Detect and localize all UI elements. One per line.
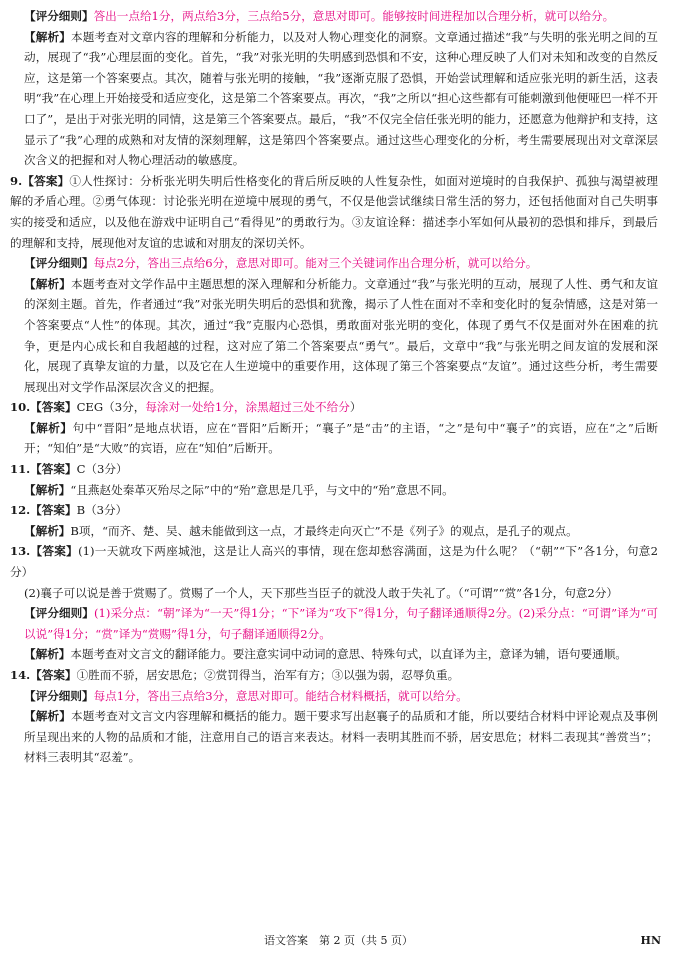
analysis-text: 本题考查对文言文的翻译能力。要注意实词中动词的意思、特殊句式，以直译为主，意译为辅，语句要通顺。 [70, 647, 627, 662]
answer-text: ①人性探讨：分析张光明失明后性格变化的背后所反映的人性复杂性，如面对逆境时的自我保护、孤独与渴望被理解的矛盾心理。②勇气体现：讨论张光明在逆境中展现的勇气，不仅是他尝试继续日常生活的努力，还包括他面对自己失明事实的接受和适应，以及他在游戏中证明自己“看得见”的勇敢行为。③友谊诠释：描述李小军如何从最初的恐惧和排斥，到最后的理解和支持，展现他对友谊的忠诚和对朋友的深切关怀。 [10, 173, 658, 250]
analysis-text: B项，“而齐、楚、吴、越未能做到这一点，才最终走向灭亡”不是《列子》的观点，是孔子的观点。 [70, 523, 578, 538]
question-number: 9. [10, 173, 23, 188]
analysis-8 [10, 27, 658, 171]
answer-14 [10, 665, 658, 686]
answer-tag: 【答案】 [30, 544, 79, 559]
question-number: 13. [10, 544, 31, 559]
analysis-text: 本题考查对文言文内容理解和概括的能力。题干要求写出赵襄子的品质和才能，所以要结合材料中评论观点及事例所呈现出来的人物的品质和才能，注意用自己的语言来表达。材料一表明其胜而不骄，居安思危；材料二表现其“善赏当”；材料三表明其“忍羞”。 [24, 709, 658, 765]
answer-text: B（3分） [76, 503, 128, 518]
analysis-tag: 【解析】 [24, 482, 71, 497]
answer-tag: 【答案】 [30, 503, 77, 518]
answer-text: ①胜而不骄，居安思危；②赏罚得当，治军有方；③以强为弱，忍辱负重。 [76, 668, 460, 682]
analysis-text: 本题考查对文学作品中主题思想的深入理解和分析能力。文章通过“我”与张光明的互动，展现了人性、勇气和友谊的深刻主题。首先，作者通过“我”对张光明失明后的恐惧和犹豫，揭示了人性在面对不幸和变化时的复杂情感，这是对第一个答案要点“人性”的体现。其次，通过“我”克服内心恐惧，勇敢面对张光明的变化，体现了勇气不仅是面对外在困难的抗争，更是内心成长和自我超越的过程，这对应了第二个答案要点“勇气”。最后，文章中“我”与张光明之间友谊的发展和深化，展现了真挚友谊的力量，以及它在人生逆境中的重要作用，这体现了第三个答案要点“友谊”。通过这些分析，考生需要展现出对文学作品深层次含义的把握。 [24, 276, 658, 394]
answer-text-tail: ） [349, 400, 362, 415]
analysis-14 [10, 706, 658, 768]
page-number-label: 语文答案 第 2 页（共 5 页） [264, 934, 413, 947]
scoring-criteria-14 [10, 686, 658, 707]
answer-tag: 【答案】 [30, 462, 77, 477]
answer-text: (1)一天就攻下两座城池，这是让人高兴的事情，现在您却愁容满面，这是为什么呢？（“朝”“下”各1分，句意2分） [10, 544, 658, 580]
question-number: 14. [10, 668, 31, 682]
analysis-text: 本题考查对文章内容的理解和分析能力，以及对人物心理变化的洞察。文章通过描述“我”与失明的张光明之间的互动，展现了“我”心理层面的变化。首先，“我”对张光明的失明感到恐惧和不安，这种心理反映了人们对未知和改变的自然反应，这是第一个答案要点。其次，随着与张光明的接触，“我”逐渐克服了恐惧，开始尝试理解和适应张光明的新生活，这表明“我”在心理上开始接受和适应变化，这是第二个答案要点。再次，“我”之所以“担心这些都有可能刺激到他便哑巴一样不开口了”，是出于对张光明的同情，这是第三个答案要点。最后，“我”不仅完全信任张光明的能力，还愿意为他辩护和支持，这显示了“我”心理的成熟和对友情的深刻理解，这是第四个答案要点。通过这些心理变化的分析，考生需要展现出对文章深层次含义的把握和对人物心理活动的敏感度。 [24, 29, 658, 168]
answer-text: CEG（3分， [76, 400, 146, 415]
scoring-criteria-9 [10, 253, 658, 274]
answer-scoring-note: 每涂对一处给1分，涂黑超过三处不给分 [145, 400, 350, 415]
question-number: 12. [10, 503, 31, 518]
analysis-12 [10, 521, 658, 542]
scoring-criteria-13 [10, 603, 658, 644]
answer-tag: 【答案】 [22, 173, 70, 188]
analysis-11 [10, 480, 658, 501]
analysis-9 [10, 274, 658, 398]
analysis-text: 句中“晋阳”是地点状语，应在“晋阳”后断开；“襄子”是“击”的主语，“之”是句中“襄子”的宾语，应在“之”后断开；“知伯”是“大败”的宾语，应在“知伯”后断开。 [24, 420, 658, 456]
analysis-13 [10, 644, 658, 665]
answer-10 [10, 397, 658, 418]
criteria-text: (1)采分点：“朝”译为“一天”得1分；“下”译为“攻下”得1分，句子翻译通顺得2分。(2)采分点：“可谓”译为“可以说”得1分；“赏”译为“赏赐”得1分，句子翻译通顺得2分。 [24, 606, 658, 641]
criteria-tag: 【评分细则】 [24, 9, 94, 23]
answer-text: (2)襄子可以说是善于赏赐了。赏赐了一个人，天下那些当臣子的就没人敢于失礼了。（“可谓”“赏”各1分，句意2分） [24, 585, 618, 600]
criteria-tag: 【评分细则】 [24, 688, 94, 703]
answer-11 [10, 459, 658, 480]
region-code: HN [640, 934, 661, 947]
criteria-tag: 【评分细则】 [24, 606, 94, 621]
answer-page [10, 6, 658, 768]
scoring-criteria-8 [10, 6, 658, 27]
criteria-text: 每点1分，答出三点给3分，意思对即可。能结合材料概括，就可以给分。 [93, 688, 468, 703]
criteria-text: 每点2分，答出三点给6分，意思对即可。能对三个关键词作出合理分析，就可以给分。 [93, 256, 538, 271]
analysis-text: “且燕赵处秦革灭殆尽之际”中的“殆”意思是几乎，与文中的“殆”意思不同。 [70, 482, 454, 497]
analysis-tag: 【解析】 [24, 420, 73, 435]
analysis-tag: 【解析】 [24, 276, 71, 291]
analysis-10 [10, 418, 658, 459]
criteria-tag: 【评分细则】 [24, 256, 94, 271]
analysis-tag: 【解析】 [24, 29, 71, 44]
answer-text: C（3分） [76, 462, 128, 477]
answer-13 [10, 541, 658, 582]
question-number: 11. [10, 462, 31, 477]
question-number: 10. [10, 400, 31, 415]
answer-12 [10, 500, 658, 521]
answer-9 [10, 171, 658, 253]
criteria-text: 答出一点给1分，两点给3分，三点给5分，意思对即可。能够按时间进程加以合理分析，就可以给分。 [93, 9, 615, 23]
analysis-tag: 【解析】 [24, 709, 71, 724]
answer-tag: 【答案】 [30, 400, 77, 415]
answer-13-part-2 [10, 583, 658, 604]
answer-tag: 【答案】 [30, 668, 77, 682]
analysis-tag: 【解析】 [24, 647, 71, 662]
analysis-tag: 【解析】 [24, 523, 71, 538]
